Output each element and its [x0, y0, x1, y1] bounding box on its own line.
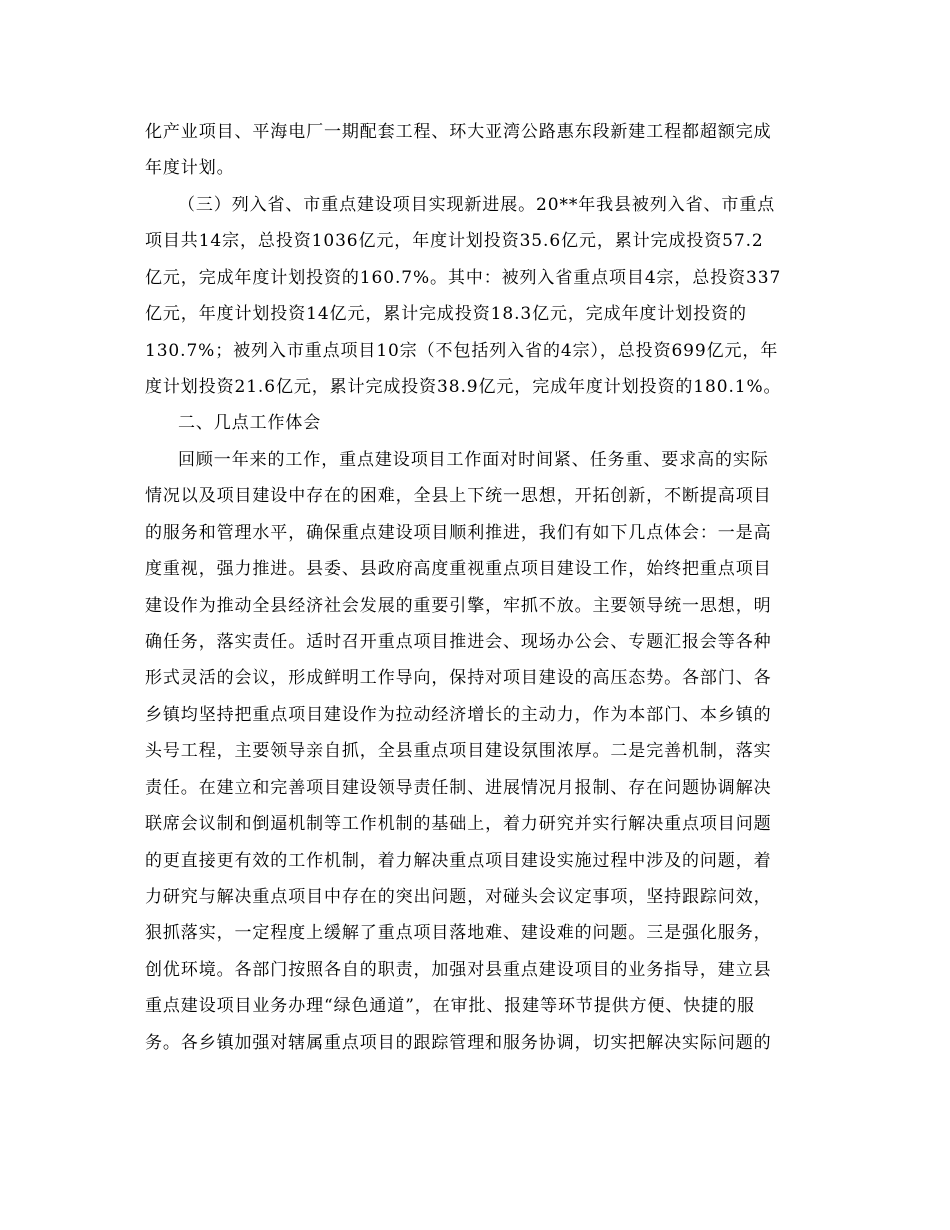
- text-line: 130.7%；被列入市重点项目10宗（不包括列入省的4宗），总投资699亿元，年: [145, 341, 779, 361]
- text-line: 情况以及项目建设中存在的困难，全县上下统一思想，开拓创新，不断提高项目: [145, 486, 772, 506]
- text-line: 责任。在建立和完善项目建设领导责任制、进展情况月报制、存在问题协调解决: [145, 778, 772, 798]
- text-line: 联席会议制和倒逼机制等工作机制的基础上，着力研究并实行解决重点项目问题: [145, 814, 772, 834]
- text-line: 亿元，完成年度计划投资的160.7%。其中：被列入省重点项目4宗，总投资337: [145, 268, 782, 288]
- text-line: 的更直接更有效的工作机制，着力解决重点项目建设实施过程中涉及的问题，着: [145, 851, 772, 871]
- text-line: 乡镇均坚持把重点项目建设作为拉动经济增长的主动力，作为本部门、本乡镇的: [145, 705, 772, 725]
- text-line: 头号工程，主要领导亲自抓，全县重点项目建设氛围浓厚。二是完善机制，落实: [145, 741, 772, 761]
- text-line: 年度计划。: [145, 158, 235, 178]
- text-line: 确任务，落实责任。适时召开重点项目推进会、现场办公会、专题汇报会等各种: [145, 632, 772, 652]
- text-line: 务。各乡镇加强对辖属重点项目的跟踪管理和服务协调，切实把解决实际问题的: [145, 1033, 772, 1053]
- text-line: 度计划投资21.6亿元，累计完成投资38.9亿元，完成年度计划投资的180.1%。: [145, 377, 782, 397]
- text-line: 回顾一年来的工作，重点建设项目工作面对时间紧、任务重、要求高的实际: [178, 450, 769, 470]
- text-line: 亿元，年度计划投资14亿元，累计完成投资18.3亿元，完成年度计划投资的: [145, 304, 747, 324]
- text-line: 狠抓落实，一定程度上缓解了重点项目落地难、建设难的问题。三是强化服务，: [145, 923, 772, 943]
- section-heading: 二、几点工作体会: [178, 413, 322, 433]
- text-line: 的服务和管理水平，确保重点建设项目顺利推进，我们有如下几点体会：一是高: [145, 523, 772, 543]
- text-line: 创优环境。各部门按照各自的职责，加强对县重点建设项目的业务指导，建立县: [145, 960, 772, 980]
- text-line: 项目共14宗，总投资1036亿元，年度计划投资35.6亿元，累计完成投资57.2: [145, 231, 764, 251]
- text-line: 化产业项目、平海电厂一期配套工程、环大亚湾公路惠东段新建工程都超额完成: [145, 122, 772, 142]
- text-line: 力研究与解决重点项目中存在的突出问题，对碰头会议定事项，坚持跟踪问效，: [145, 887, 772, 907]
- text-line: 度重视，强力推进。县委、县政府高度重视重点项目建设工作，始终把重点项目: [145, 559, 772, 579]
- text-line: 形式灵活的会议，形成鲜明工作导向，保持对项目建设的高压态势。各部门、各: [145, 668, 772, 688]
- text-line: 建设作为推动全县经济社会发展的重要引擎，牢抓不放。主要领导统一思想，明: [145, 596, 772, 616]
- text-line: 重点建设项目业务办理“绿色通道”，在审批、报建等环节提供方便、快捷的服: [145, 996, 755, 1016]
- paragraph-heading: （三）列入省、市重点建设项目实现新进展。20**年我县被列入省、市重点: [178, 195, 776, 215]
